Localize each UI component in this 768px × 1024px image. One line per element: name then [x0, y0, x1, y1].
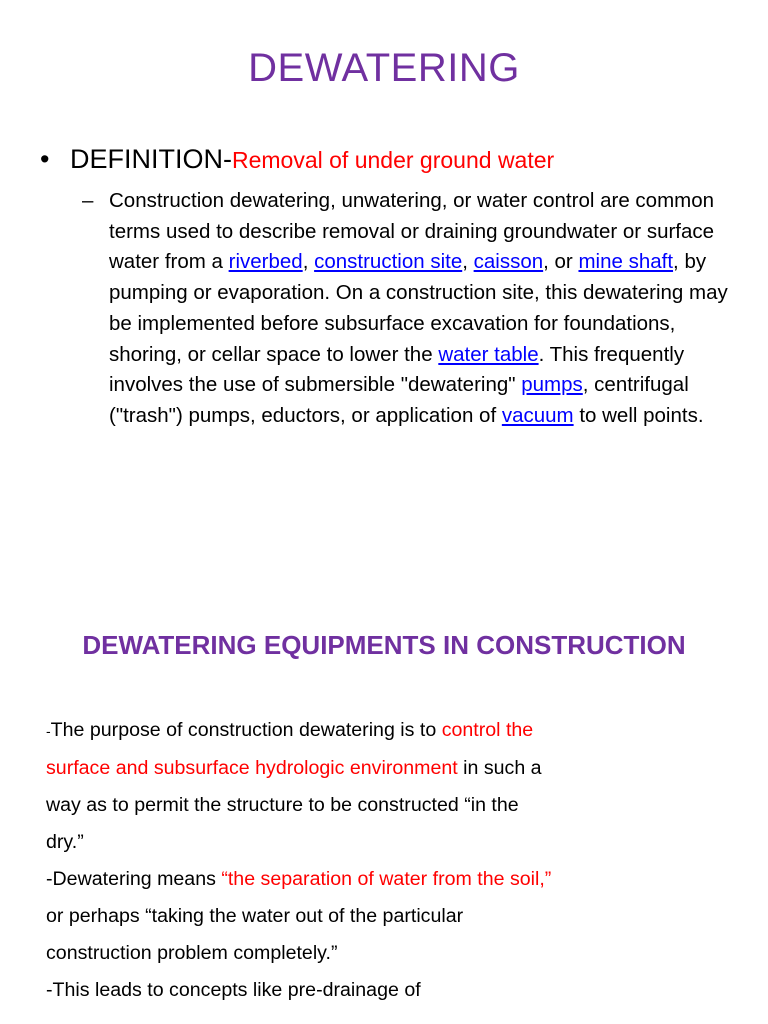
paragraph-text: , centrifugal ("trash") pumps, eductors, or application of: [109, 373, 689, 427]
definition-label: DEFINITION-: [70, 144, 232, 174]
link-construction-site[interactable]: construction site: [314, 250, 463, 274]
definition-bullet: [40, 144, 554, 175]
paragraph-text: The purpose of construction dewatering is to: [50, 719, 442, 741]
highlight-text: control the surface and subsurface hydrologic environment: [46, 719, 534, 779]
paragraph-text: , or: [543, 250, 579, 274]
link-vacuum[interactable]: vacuum: [501, 403, 574, 427]
definition-detail: [82, 186, 732, 432]
link-water-table[interactable]: water table: [438, 342, 539, 366]
paragraph-concepts: -This leads to concepts like pre-drainage of: [46, 979, 421, 1001]
link-caisson[interactable]: caisson: [473, 250, 544, 274]
paragraph-text: ,: [462, 250, 474, 274]
section-heading: DEWATERING EQUIPMENTS IN CONSTRUCTION: [82, 630, 686, 660]
dash-marker: -: [46, 723, 51, 739]
definition-text: Removal of under ground water: [232, 147, 555, 173]
paragraph-text: ,: [302, 250, 315, 274]
paragraph-text: in such a way as to permit the structure to be constructed “in the dry.”: [46, 757, 542, 853]
paragraph-purpose: [46, 712, 556, 861]
section-body: [46, 712, 556, 1009]
highlight-text: “the separation of water from the soil,”: [221, 868, 552, 890]
paragraph-text: . This frequently involves the use of submersible "dewatering": [109, 342, 685, 397]
bullet-icon: •: [40, 144, 50, 174]
link-riverbed[interactable]: riverbed: [228, 250, 303, 274]
link-pumps[interactable]: pumps: [521, 373, 583, 397]
link-mine-shaft[interactable]: mine shaft: [578, 250, 674, 274]
definition-paragraph: [109, 186, 729, 432]
paragraph-text: Construction dewatering, unwatering, or water control are common terms used to describe removal or draining groundwater or surface water from a: [109, 189, 715, 274]
slide-title: DEWATERING: [248, 46, 520, 90]
paragraph-text: -Dewatering means: [46, 868, 222, 890]
paragraph-text: to well points.: [573, 403, 704, 427]
paragraph-meaning: [46, 861, 556, 972]
dash-bullet-icon: –: [82, 189, 94, 212]
paragraph-text: , by pumping or evaporation. On a construction site, this dewatering may be implemented before subsurface excavation for foundations, shoring, or cellar space to lower the: [109, 250, 728, 366]
paragraph-text: or perhaps “taking the water out of the particular construction problem completely.”: [46, 905, 464, 964]
